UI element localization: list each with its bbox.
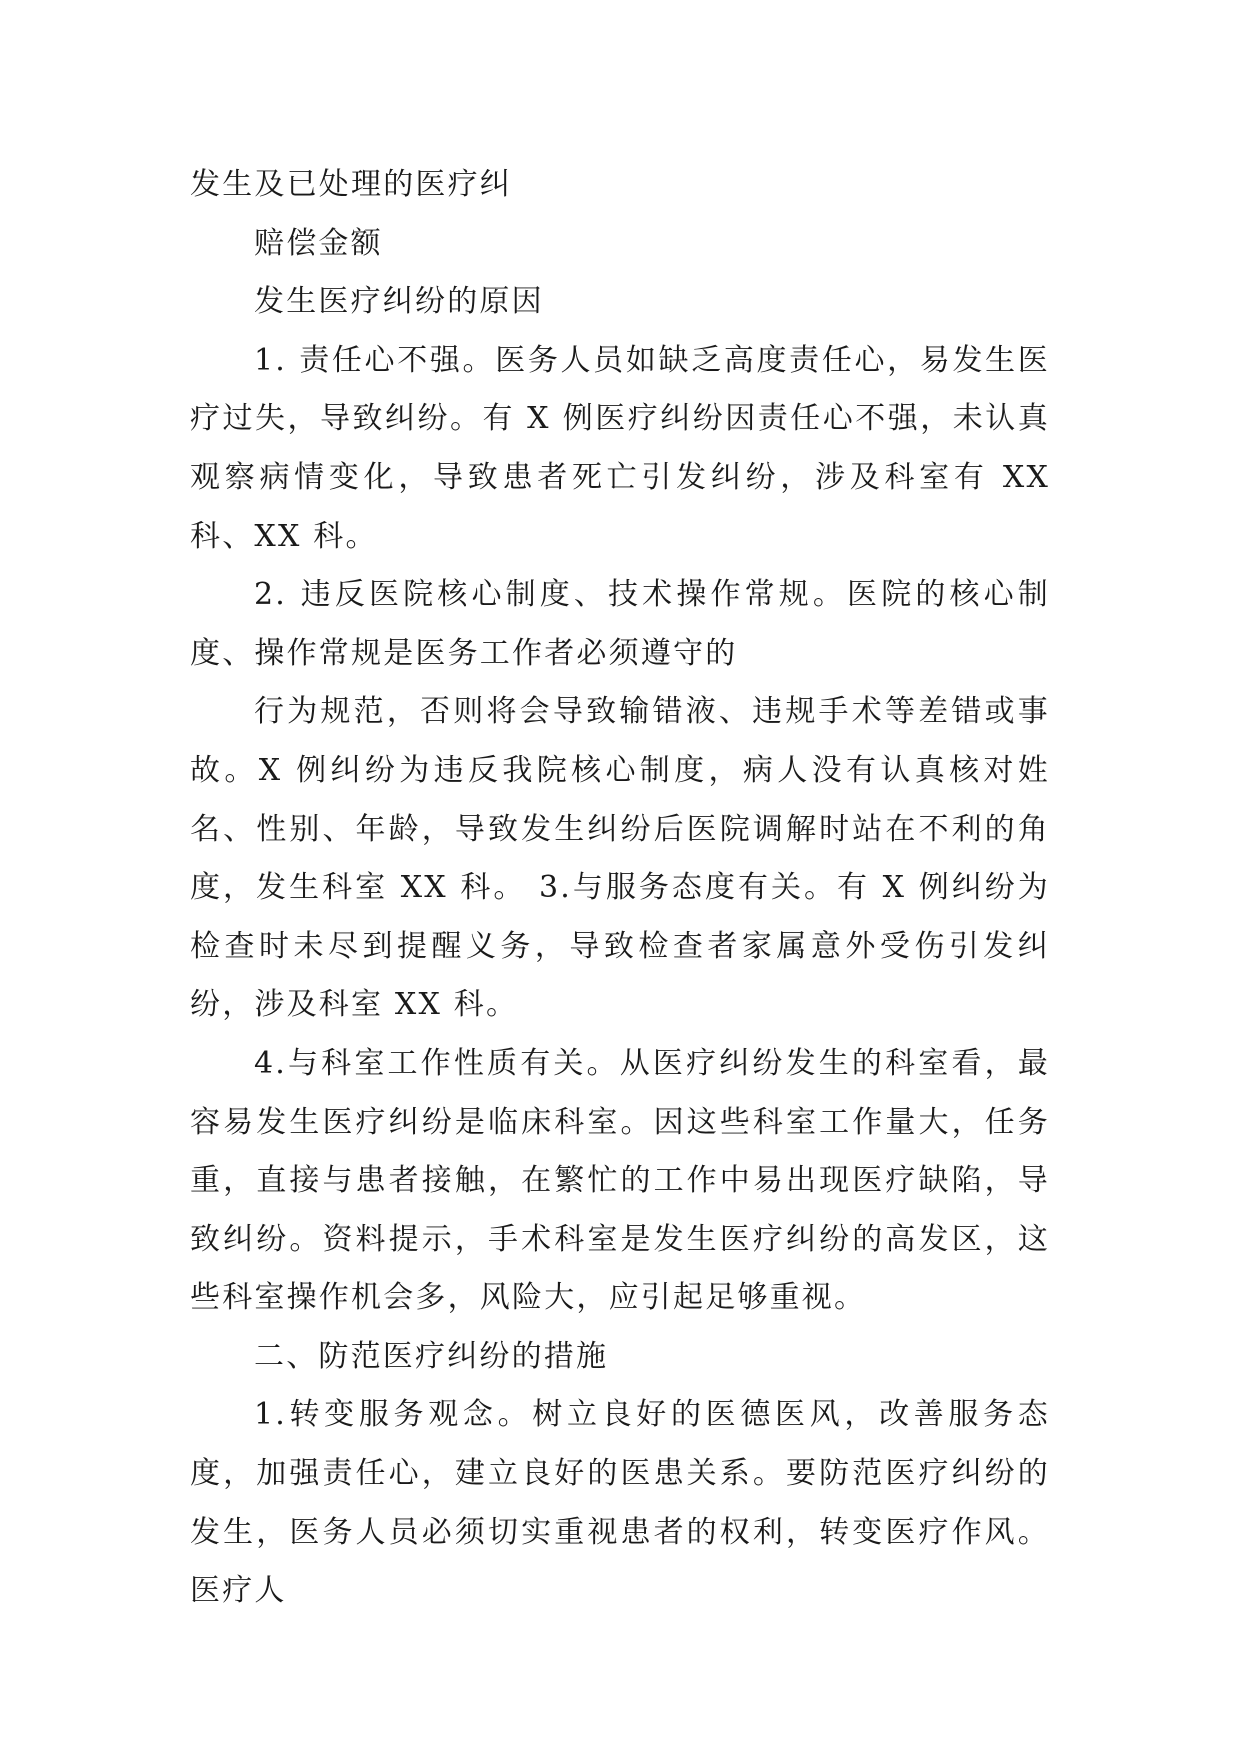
section-heading-prevention: 二、防范医疗纠纷的措施 [254, 1338, 609, 1374]
paragraph-cause-2-continued: 行为规范，否则将会导致输错液、违规手术等差错或事故。X 例纠纷为违反我院核心制度，病人没有认真核对姓名、性别、年龄，导致发生纠纷后医院调解时站在不利的角度，发生科室 XX 科。 3.与服务态度有关。有 X 例纠纷为检查时未尽到提醒义务，导致检查者家属意外受伤引发纠纷，涉及科室 XX 科。 [190, 694, 1050, 1023]
paragraph-heading-fragment: 发生及已处理的医疗纠 [190, 167, 512, 202]
paragraph-cause-2: 2. 违反医院核心制度、技术操作常规。医院的核心制度、操作常规是医务工作者必须遵守的 [190, 577, 1050, 671]
paragraph-cause-1: 1. 责任心不强。医务人员如缺乏高度责任心，易发生医疗过失，导致纠纷。有 X 例医疗纠纷因责任心不强，未认真观察病情变化，导致患者死亡引发纠纷，涉及科室有 XX 科、XX 科。 [190, 342, 1050, 554]
paragraph-measure-1: 1.转变服务观念。树立良好的医德医风，改善服务态度，加强责任心，建立良好的医患关系。要防范医疗纠纷的发生，医务人员必须切实重视患者的权利，转变医疗作风。医疗人 [190, 1397, 1050, 1609]
paragraph-cause-4: 4.与科室工作性质有关。从医疗纠纷发生的科室看，最容易发生医疗纠纷是临床科室。因这些科室工作量大，任务重，直接与患者接触，在繁忙的工作中易出现医疗缺陷，导致纠纷。资料提示，手术科室是发生医疗纠纷的高发区，这些科室操作机会多，风险大，应引起足够重视。 [190, 1045, 1050, 1316]
paragraph-compensation-amount: 赔偿金额 [254, 225, 383, 261]
document-body [190, 156, 1050, 1621]
paragraph-causes-heading: 发生医疗纠纷的原因 [254, 284, 544, 320]
